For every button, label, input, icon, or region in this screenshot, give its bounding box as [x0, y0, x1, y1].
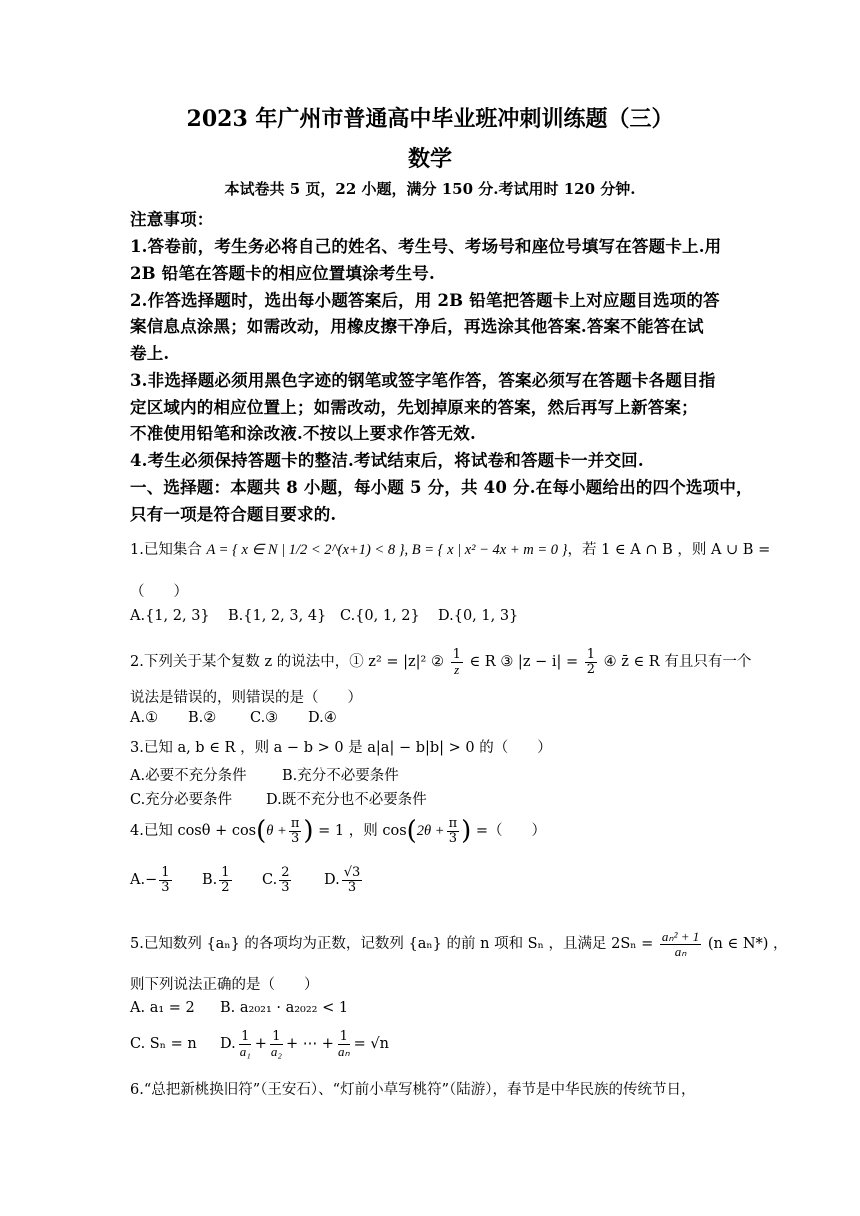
q1-option-c: C.{0, 1, 2} [340, 608, 420, 624]
q3-option-a: A.必要不充分条件 [130, 768, 247, 784]
note-line: 2.作答选择题时，选出每小题答案后，用 2B 铅笔把答题卡上对应题目选项的答 [130, 291, 720, 310]
q5-option-d-tail: = √n [353, 1036, 389, 1053]
frac-num: 1 [221, 865, 230, 880]
q2-fraction [451, 648, 463, 676]
q2-frac2-den: 2 [586, 661, 595, 677]
q5-text: 5.已知数列 {aₙ} 的各项均为正数，记数列 {aₙ} 的前 n 项和 Sₙ ，且满足 2Sₙ = [130, 936, 654, 953]
q4-pi-num: π [290, 815, 300, 831]
q4-option-c-frac [279, 866, 291, 894]
q2-option-b: B.② [188, 710, 217, 726]
exam-title: 2023 年广州市普通高中毕业班冲刺训练题（三） [186, 106, 674, 132]
q4-prefix: 4.已知 cosθ + cos [130, 823, 257, 839]
q4-pi-den-2: 3 [448, 830, 457, 846]
q5-option-c: C. Sₙ = n [130, 1036, 197, 1053]
paren-open: ( [406, 816, 417, 846]
section-heading: 一、选择题：本题共 8 小题，每小题 5 分，共 40 分.在每小题给出的四个选项中， [130, 478, 753, 497]
q5-fraction [660, 930, 701, 958]
note-line: 卷上. [130, 344, 170, 363]
q2-text-mid: ∈ R ③ |z − i| = [469, 654, 579, 671]
q2-fraction-2 [585, 648, 597, 676]
frac-num: √3 [343, 865, 361, 880]
q2-frac2-num: 1 [586, 647, 595, 662]
note-line: 1.答卷前，考生务必将自己的姓名、考生号、考场号和座位号填写在答题卡上.用 [130, 237, 722, 256]
q4-option-a-sign: − [145, 872, 158, 889]
q5-option-d: D. $\frac{1}{\text{a₁}}$ + $\frac{1}{\text{a₂}}$ + ⋯ + $\frac{1}{\text{aₙ}}$ = √n [220, 1029, 389, 1059]
q1-option-a: A.{1, 2, 3} [130, 608, 210, 624]
paren-close: ) [303, 816, 314, 846]
notes-heading: 注意事项： [130, 210, 214, 229]
q4-pi-den: 3 [290, 830, 300, 846]
q4-option-d-frac [342, 866, 363, 894]
note-line: 不准使用铅笔和涂改液.不按以上要求作答无效. [130, 424, 476, 443]
q3-option-c: C.充分必要条件 [130, 792, 233, 808]
note-line: 案信息点涂黑；如需改动，用橡皮擦干净后，再选涂其他答案.答案不能答在试 [130, 317, 704, 336]
q1-paren: （ ） [130, 584, 188, 600]
q4-option-b [202, 866, 262, 894]
q2-text: 2.下列关于某个复数 z 的说法中，① z² = |z|² ② [130, 654, 444, 671]
note-line: 3.非选择题必须用黑色字迹的钢笔或签字笔作答，答案必须写在答题卡各题目指 [130, 371, 716, 390]
q2-line-2: 说法是错误的，则错误的是（ ） [130, 690, 362, 706]
q4-option-b-label: B. [202, 872, 218, 889]
frac-den: 3 [347, 879, 357, 895]
frac-num: 2 [281, 865, 290, 880]
q2-text-end: ④ z̄ ∈ R 有且只有一个 [603, 654, 752, 671]
frac-den: 3 [161, 879, 170, 895]
q3-options-row-1 [130, 764, 399, 785]
q4-option-d [324, 866, 364, 894]
q3-options-row-2 [130, 788, 427, 809]
question-2 [130, 648, 751, 676]
q2-option-d: D.④ [308, 710, 337, 726]
q2-option-a: A.① [130, 710, 159, 726]
paren-close: ) [461, 816, 472, 846]
q1-set-a: A = { x ∈ N | 1/2 < 2^(x+1) < 8 } [206, 542, 405, 558]
question-4 [130, 816, 546, 846]
q4-option-b-frac [219, 866, 231, 894]
q5-frac-num: aₙ² + 1 [661, 929, 700, 944]
frac-num: 1 [241, 1029, 250, 1044]
question-1 [130, 538, 770, 559]
frac-den: 3 [281, 879, 290, 895]
q4-option-d-label: D. [324, 872, 340, 889]
exam-intro: 本试卷共 5 页，22 小题，满分 150 分.考试用时 120 分钟. [224, 180, 636, 198]
q4-pi-num-2: π [448, 815, 458, 831]
q4-mid: = 1 ，则 cos [318, 823, 407, 839]
question-3: 3.已知 a, b ∈ R ，则 a − b > 0 是 a|a| − b|b| > 0 的（ ） [130, 740, 552, 756]
q1-prefix: 1.已知集合 [130, 542, 202, 558]
q4-option-a-label: A. [130, 872, 146, 889]
q1-condition: ，若 1 ∈ A ∩ B ，则 A ∪ B = [567, 542, 771, 558]
q4-option-a-frac [159, 866, 171, 894]
frac-den: aₙ [337, 1043, 350, 1059]
q3-option-d: D.既不充分也不必要条件 [266, 792, 427, 808]
q4-pi-frac-2 [447, 817, 460, 845]
frac-num: 1 [161, 865, 170, 880]
note-line: 定区域内的相应位置上；如需改动，先划掉原来的答案，然后再写上新答案； [130, 398, 698, 417]
q1-set-b: , B = { x | x² − 4x + m = 0 } [404, 542, 568, 558]
q5-frac-den: aₙ [674, 943, 687, 959]
note-line: 2B 铅笔在答题卡的相应位置填涂考生号. [130, 264, 435, 283]
q4-arg-2: 2θ + [416, 823, 445, 839]
q2-options [130, 710, 337, 726]
question-6: 6.“总把新桃换旧符”（王安石）、“灯前小草写桃符”（陆游），春节是中华民族的传统节日， [130, 1082, 696, 1098]
paren-open: ( [256, 816, 267, 846]
q1-option-d: D.{0, 1, 3} [438, 608, 519, 624]
frac-den: a₂ [270, 1043, 282, 1059]
frac-term [336, 1030, 352, 1058]
q4-option-c [262, 866, 324, 894]
q5-option-b: B. a₂₀₂₁ · a₂₀₂₂ < 1 [220, 1000, 349, 1016]
q4-option-a [130, 866, 202, 894]
q4-pi-frac [289, 817, 302, 845]
q5-option-d-label: D. [220, 1036, 236, 1053]
q2-frac-den: z [454, 661, 460, 677]
question-5 [130, 930, 788, 958]
frac-num: 1 [339, 1029, 348, 1044]
q5-text-end: (n ∈ N*) ， [707, 936, 788, 953]
q4-arg-1: θ + [266, 823, 287, 839]
q5-line-2: 则下列说法正确的是（ ） [130, 977, 319, 993]
q4-options [130, 866, 364, 894]
q5-options-row-2 [130, 1030, 389, 1058]
q4-option-c-label: C. [262, 872, 278, 889]
q2-option-c: C.③ [250, 710, 279, 726]
q5-option-a: A. a₁ = 2 [130, 1000, 195, 1016]
q5-options-row-1 [130, 1000, 348, 1016]
frac-den: a₁ [239, 1043, 251, 1059]
note-line: 4.考生必须保持答题卡的整洁.考试结束后，将试卷和答题卡一并交回. [130, 451, 644, 470]
q4-suffix: =（ ） [475, 823, 547, 839]
q1-options [130, 608, 518, 624]
frac-term [238, 1030, 253, 1058]
section-heading-cont: 只有一项是符合题目要求的. [130, 505, 337, 524]
q3-option-b: B.充分不必要条件 [282, 768, 399, 784]
subject-title: 数学 [407, 146, 452, 172]
frac-num: 1 [272, 1029, 281, 1044]
frac-term [269, 1030, 284, 1058]
q1-option-b: B.{1, 2, 3, 4} [228, 608, 327, 624]
frac-den: 2 [221, 879, 230, 895]
q2-frac-num: 1 [452, 647, 461, 662]
